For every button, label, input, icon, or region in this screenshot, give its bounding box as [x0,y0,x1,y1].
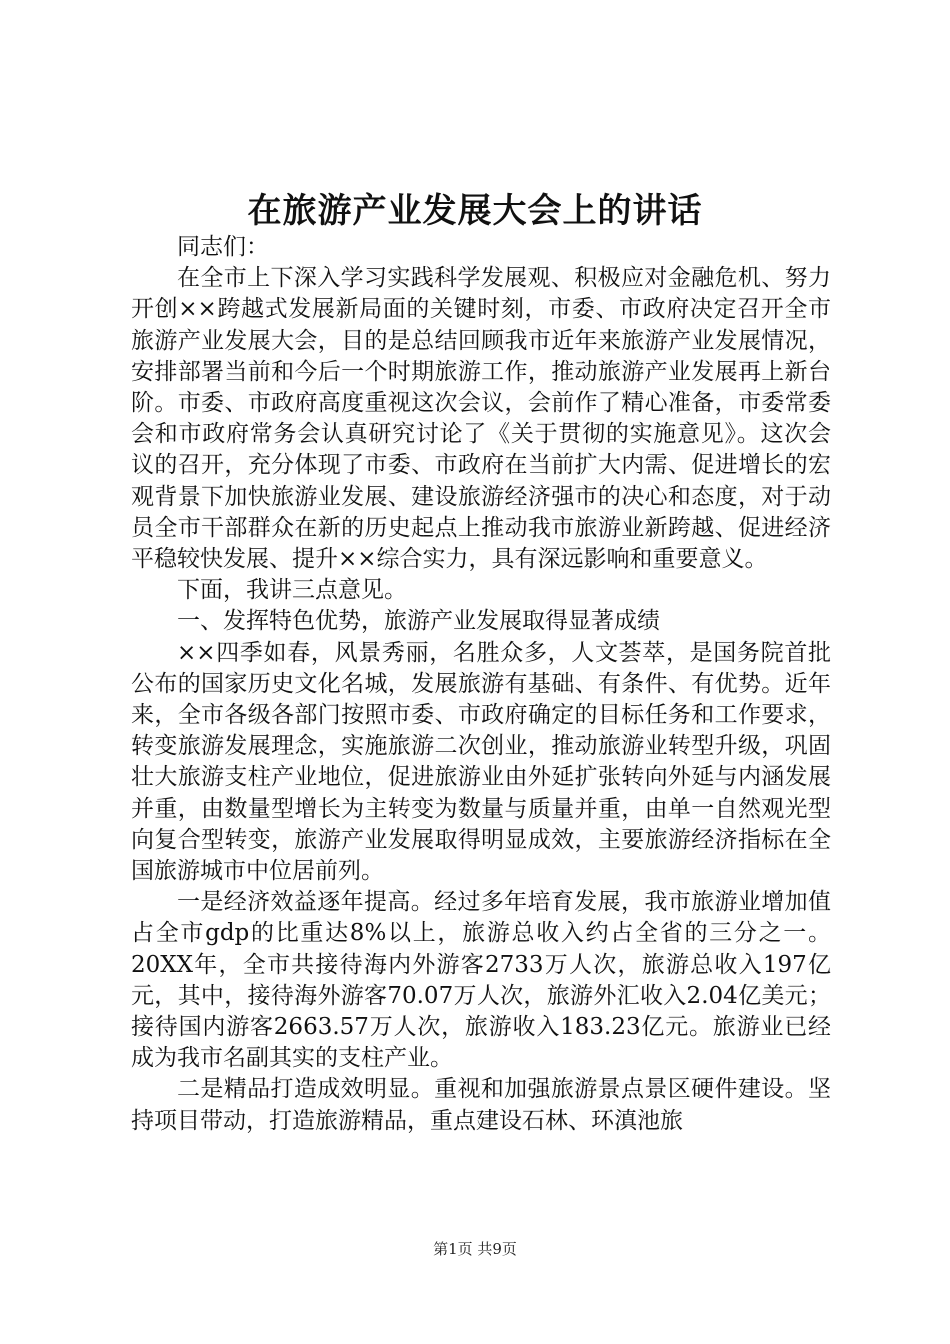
body-paragraph: 下面，我讲三点意见。 [177,577,407,604]
body-paragraph: ××四季如春，风景秀丽，名胜众多，人文荟萃，是国务院首批公布的国家历史文化名城，发展旅游有基础、有条件、有优势。近年来，全市各级各部门按照市委、市政府确定的目标任务和工作要求，转变旅游发展理念，实施旅游二次创业，推动旅游业转型升级，巩固壮大旅游支柱产业地位，促进旅游业由外延扩张转向外延与内涵发展并重，由数量型增长为主转变为数量与质量并重，由单一自然观光型向复合型转变，旅游产业发展取得明显成效，主要旅游经济指标在全国旅游城市中位居前列。 [131,639,831,885]
document-body [131,232,831,1137]
body-paragraph: 二是精品打造成效明显。重视和加强旅游景点景区硬件建设。坚持项目带动，打造旅游精品，重点建设石林、环滇池旅 [131,1076,831,1134]
body-paragraph: 一是经济效益逐年提高。经过多年培育发展，我市旅游业增加值占全市gdp的比重达8%以上，旅游总收入约占全省的三分之一。20XX年，全市共接待海内外游客2733万人次，旅游总收入197亿元，其中，接待海外游客70.07万人次，旅游外汇收入2.04亿美元；接待国内游客2663.57万人次，旅游收入183.23亿元。旅游业已经成为我市名副其实的支柱产业。 [131,889,831,1072]
section-heading: 一、发挥特色优势，旅游产业发展取得显著成绩 [177,608,660,635]
document-title: 在旅游产业发展大会上的讲话 [247,191,703,231]
body-paragraph: 在全市上下深入学习实践科学发展观、积极应对金融危机、努力开创××跨越式发展新局面的关键时刻，市委、市政府决定召开全市旅游产业发展大会，目的是总结回顾我市近年来旅游产业发展情况，安排部署当前和今后一个时期旅游工作，推动旅游产业发展再上新台阶。市委、市政府高度重视这次会议，会前作了精心准备，市委常委会和市政府常务会认真研究讨论了《关于贯彻的实施意见》。这次会议的召开，充分体现了市委、市政府在当前扩大内需、促进增长的宏观背景下加快旅游业发展、建设旅游经济强市的决心和态度，对于动员全市干部群众在新的历史起点上推动我市旅游业新跨越、促进经济平稳较快发展、提升××综合实力，具有深远影响和重要意义。 [131,265,831,573]
salutation-paragraph: 同志们： [177,234,269,260]
page-number-footer: 第1页 共9页 [433,1240,517,1258]
